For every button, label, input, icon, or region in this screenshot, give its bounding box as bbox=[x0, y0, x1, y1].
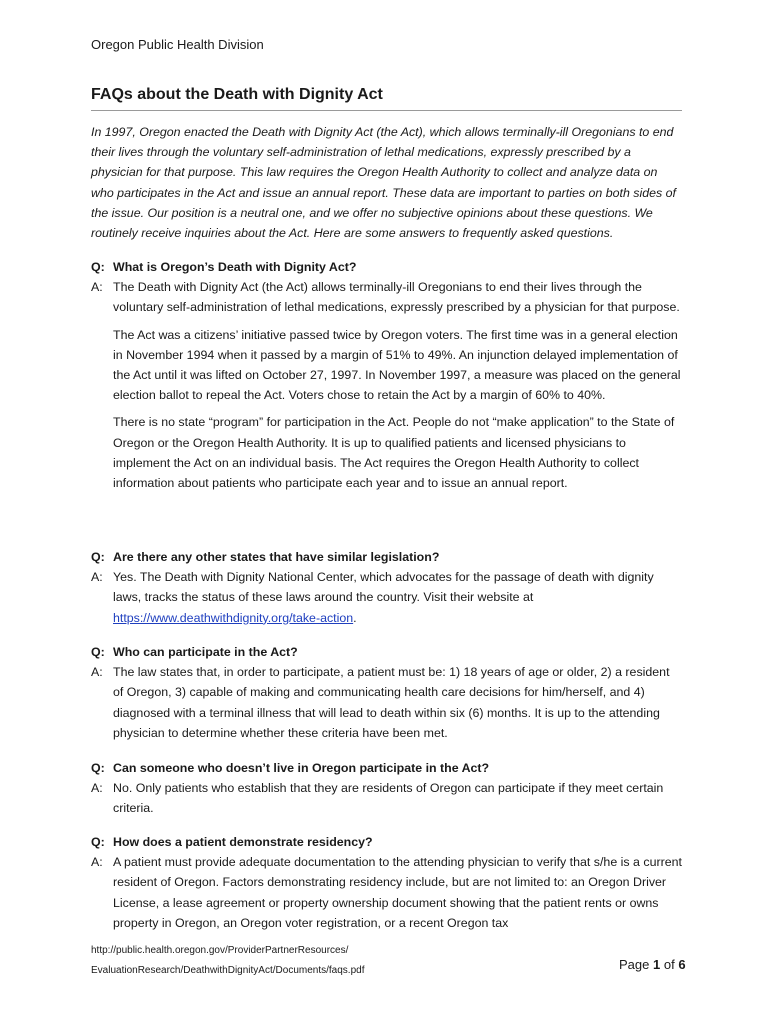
answer-label: A: bbox=[91, 665, 103, 680]
faq-answer-paragraph: A patient must provide adequate documentation to the attending physician to verify that s/he is a current resident of Oregon. Factors demonstrating residency include, but are not limited to: an Oregon Driver License, a lease agreement or property ownership document showing that the patient rents or owns property in Oregon, an Oregon voter registration, or a recent Oregon tax bbox=[113, 855, 682, 930]
faq-question: What is Oregon’s Death with Dignity Act? bbox=[113, 260, 357, 274]
faq-answer-paragraph bbox=[113, 567, 683, 628]
faq-answer-row bbox=[91, 567, 683, 628]
answer-label: A: bbox=[91, 570, 103, 585]
question-label: Q: bbox=[91, 835, 105, 849]
faq-question-row bbox=[91, 642, 683, 662]
faq-answer-row bbox=[91, 778, 683, 818]
question-label: Q: bbox=[91, 645, 105, 659]
page-total: 6 bbox=[678, 957, 686, 972]
faq-answer-paragraph: There is no state “program” for participation in the Act. People do not “make application” to the State of Oregon or the Oregon Health Authority. It is up to qualified patients and licensed physicians to implement the Act on an individual basis. The Act requires the Oregon Health Authority to collect information about patients who participate each year and to issue an annual report. bbox=[113, 415, 675, 491]
faq-item bbox=[91, 642, 683, 743]
deathwithdignity-link[interactable]: https://www.deathwithdignity.org/take-action bbox=[113, 610, 354, 625]
faq-answer-suffix: . bbox=[353, 610, 357, 625]
faq-question-row bbox=[91, 547, 683, 567]
faq-question-row bbox=[91, 832, 683, 852]
question-label: Q: bbox=[91, 761, 105, 775]
faq-item bbox=[91, 547, 683, 628]
faq-item bbox=[91, 758, 683, 819]
page-number bbox=[619, 957, 686, 972]
faq-answer-paragraph: The Death with Dignity Act (the Act) allows terminally-ill Oregonians to end their lives through the voluntary self-administration of lethal medications, expressly prescribed by a physician for that purpose. bbox=[113, 280, 680, 315]
faq-answer-paragraph: The Act was a citizens’ initiative passed twice by Oregon voters. The first time was in a general election in November 1994 when it passed by a margin of 51% to 49%. An injunction delayed implementation of the Act until it was lifted on October 27, 1997. In November 1997, a measure was placed on the general election ballot to repeal the Act. Voters chose to retain the Act by a margin of 60% to 40%. bbox=[113, 327, 681, 403]
faq-answer-row bbox=[91, 852, 683, 933]
page-of: of bbox=[663, 957, 675, 972]
faq-question: Can someone who doesn’t live in Oregon participate in the Act? bbox=[113, 761, 490, 775]
faq-question: How does a patient demonstrate residency? bbox=[113, 835, 373, 849]
page-title: FAQs about the Death with Dignity Act bbox=[91, 86, 383, 103]
faq-question: Are there any other states that have similar legislation? bbox=[113, 550, 440, 564]
faq-question-row bbox=[91, 758, 683, 778]
footer-url-line: EvaluationResearch/DeathwithDignityAct/Documents/faqs.pdf bbox=[91, 965, 365, 976]
faq-question-row bbox=[91, 257, 683, 277]
answer-label: A: bbox=[91, 855, 103, 870]
page-word: Page bbox=[619, 957, 650, 972]
answer-label: A: bbox=[91, 781, 103, 796]
faq-answer-paragraph: No. Only patients who establish that they are residents of Oregon can participate if they meet certain criteria. bbox=[113, 781, 664, 816]
title-divider bbox=[91, 110, 682, 111]
faq-question: Who can participate in the Act? bbox=[113, 645, 298, 659]
faq-answer-text: Yes. The Death with Dignity National Center, which advocates for the passage of death with dignity laws, tracks the status of these laws around the country. Visit their website at bbox=[113, 570, 654, 605]
question-label: Q: bbox=[91, 260, 105, 274]
footer-url-line: http://public.health.oregon.gov/ProviderPartnerResources/ bbox=[91, 945, 349, 956]
faq-answer-paragraph: The law states that, in order to participate, a patient must be: 1) 18 years of age or older, 2) a resident of Oregon, 3) capable of making and communicating health care decisions for him/herself, and 4) diagnosed with a terminal illness that will lead to death within six (6) months. It is up to the attending physician to determine whether these criteria have been met. bbox=[113, 665, 670, 740]
page-current: 1 bbox=[653, 957, 661, 972]
intro-paragraph: In 1997, Oregon enacted the Death with Dignity Act (the Act), which allows terminally-ill Oregonians to end their lives through the voluntary self-administration of lethal medications, expressly prescribed by a physician for that purpose. This law requires the Oregon Health Authority to collect and analyze data on who participates in the Act and issue an annual report. These data are important to parties on both sides of the issue. Our position is a neutral one, and we offer no subjective opinions about these questions. We routinely receive inquiries about the Act. Here are some answers to frequently asked questions. bbox=[91, 125, 677, 241]
faq-answer-row bbox=[91, 662, 683, 743]
faq-item bbox=[91, 257, 683, 493]
question-label: Q: bbox=[91, 550, 105, 564]
answer-label: A: bbox=[91, 280, 103, 295]
faq-answer-row bbox=[91, 277, 683, 493]
footer-url[interactable] bbox=[91, 941, 364, 981]
faq-item bbox=[91, 832, 683, 933]
header-organization: Oregon Public Health Division bbox=[91, 37, 264, 52]
